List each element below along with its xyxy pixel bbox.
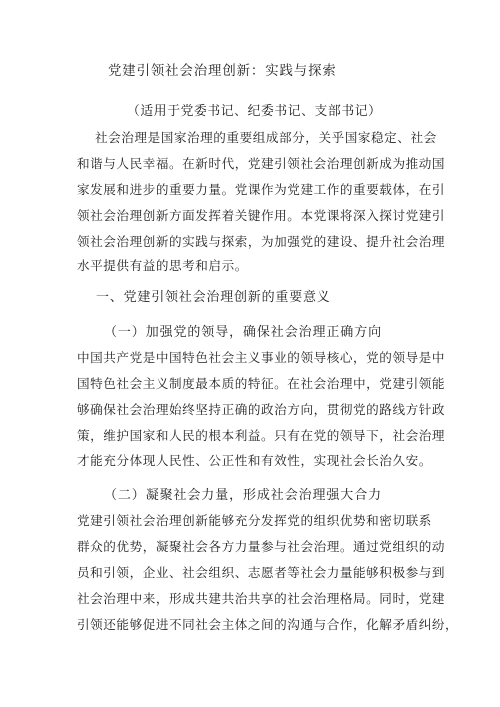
paragraph-line: 群众的优势，凝聚社会各方力量参与社会治理。通过党组织的动: [77, 539, 446, 554]
document-title: 党建引领社会治理创新：实践与探索: [108, 64, 337, 79]
section-heading: 一、党建引领社会治理创新的重要意义: [96, 290, 331, 305]
intro-line: 家发展和进步的重要力量。党课作为党建工作的重要载体，在引: [77, 182, 446, 197]
subsection-heading: （二）凝聚社会力量，形成社会治理强大合力: [104, 488, 383, 503]
paragraph-line: 国特色社会主义制度最本质的特征。在社会治理中，党建引领能: [77, 376, 446, 391]
intro-line: 水平提供有益的思考和启示。: [77, 258, 248, 273]
paragraph-line: 才能充分体现人民性、公正性和有效性，实现社会长治久安。: [77, 453, 432, 468]
paragraph-line: 引领还能够促进不同社会主体之间的沟通与合作，化解矛盾纠纷，: [77, 617, 459, 632]
paragraph-line: 员和引领，企业、社会组织、志愿者等社会力量能够积极参与到: [77, 565, 446, 580]
intro-line: 和谐与人民幸福。在新时代，党建引领社会治理创新成为推动国: [77, 156, 446, 171]
paragraph-line: 社会治理中来，形成共建共治共享的社会治理格局。同时，党建: [77, 591, 446, 606]
document-subtitle: （适用于党委书记、纪委书记、支部书记）: [127, 104, 382, 119]
subsection-heading: （一）加强党的领导，确保社会治理正确方向: [104, 325, 383, 340]
intro-line: 领社会治理创新方面发挥着关键作用。本党课将深入探讨党建引: [77, 208, 446, 223]
paragraph-line: 党建引领社会治理创新能够充分发挥党的组织优势和密切联系: [77, 513, 432, 528]
paragraph-line: 中国共产党是中国特色社会主义事业的领导核心，党的领导是中: [77, 350, 446, 365]
intro-line: 领社会治理创新的实践与探索，为加强党的建设、提升社会治理: [77, 234, 446, 249]
paragraph-line: 策，维护国家和人民的根本利益。只有在党的领导下，社会治理: [77, 428, 446, 443]
paragraph-line: 够确保社会治理始终坚持正确的政治方向，贯彻党的路线方针政: [77, 402, 446, 417]
intro-line: 社会治理是国家治理的重要组成部分，关乎国家稳定、社会: [95, 130, 437, 145]
